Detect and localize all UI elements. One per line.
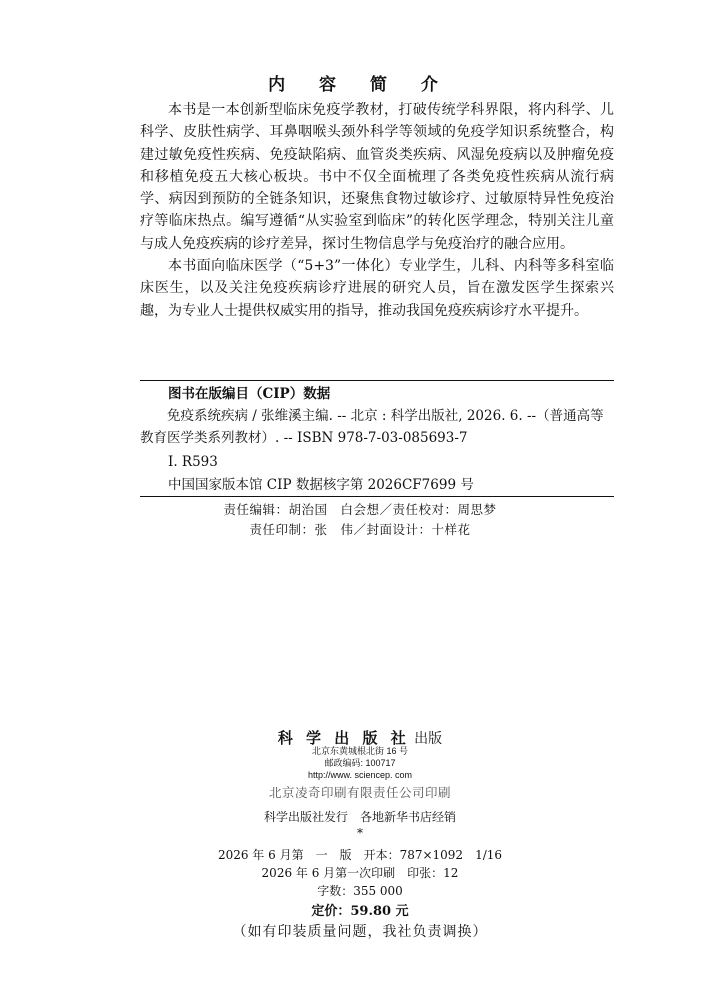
quality-notice: （如有印装质量问题，我社负责调换） <box>232 924 488 940</box>
publisher-suffix: 出版 <box>414 731 443 747</box>
credits-production: 责任印制：张 伟／封面设计：十样花 <box>249 522 471 537</box>
publisher-address: 北京东黄城根北街 16 号 <box>311 746 408 756</box>
printer-line: 北京凌奇印刷有限责任公司印刷 <box>268 785 451 800</box>
separator-star: * <box>357 826 363 840</box>
publisher-brand: 科 学 出 版 社 <box>277 729 410 747</box>
cip-classification: Ⅰ. R593 <box>168 454 218 470</box>
intro-title: 内 容 简 介 <box>268 75 452 95</box>
cip-verification: 中国国家版本馆 CIP 数据核字第 2026CF7699 号 <box>168 477 474 493</box>
price: 定价：59.80 元 <box>311 904 409 919</box>
edition-line: 2026 年 6 月第 一 版 开本：787×1092 1/16 <box>217 848 503 862</box>
cip-record: 免疫系统疾病 / 张维溪主编. -- 北京 : 科学出版社, 2026. 6. --（普通高等教育医学类系列教材）. -- ISBN 978-7-03-085693-7 <box>140 408 604 446</box>
cip-heading: 图书在版编目（CIP）数据 <box>168 386 331 402</box>
publisher-name <box>0 727 720 748</box>
credits-editors: 责任编辑：胡治国 白会想／责任校对：周思梦 <box>223 502 497 517</box>
intro-paragraph-2: 本书面向临床医学（“5+3”一体化）专业学生，儿科、内科等多科室临床医生，以及关注免疫疾病诊疗进展的研究人员，旨在激发医学生探索兴趣，为专业人士提供权威实用的指导，推动我国免疫疾病诊疗水平提升。 <box>140 258 614 319</box>
publisher-postcode: 邮政编码: 100717 <box>324 758 396 768</box>
distribution-line: 科学出版社发行 各地新华书店经销 <box>263 810 456 824</box>
word-count: 字数：355 000 <box>317 884 403 898</box>
cip-top-rule <box>140 380 614 381</box>
intro-text <box>140 99 614 322</box>
printing-line: 2026 年 6 月第一次印刷 印张：12 <box>261 866 459 880</box>
intro-paragraph-1: 本书是一本创新型临床免疫学教材，打破传统学科界限，将内科学、儿科学、皮肤性病学、耳鼻咽喉头颈外科学等领域的免疫学知识系统整合，构建过敏免疫性疾病、免疫缺陷病、血管炎类疾病、风湿免疫病以及肿瘤免疫和移植免疫五大核心板块。书中不仅全面梳理了各类免疫性疾病从流行病学、病因到预防的全链条知识，还聚焦食物过敏诊疗、过敏原特异性免疫治疗等临床热点。编写遵循“从实验室到临床”的转化医学理念，特别关注儿童与成人免疫疾病的诊疗差异，探讨生物信息学与免疫治疗的融合应用。 <box>140 102 614 252</box>
publisher-website: http://www. sciencep. com <box>307 770 413 780</box>
cip-bottom-rule <box>140 496 614 497</box>
